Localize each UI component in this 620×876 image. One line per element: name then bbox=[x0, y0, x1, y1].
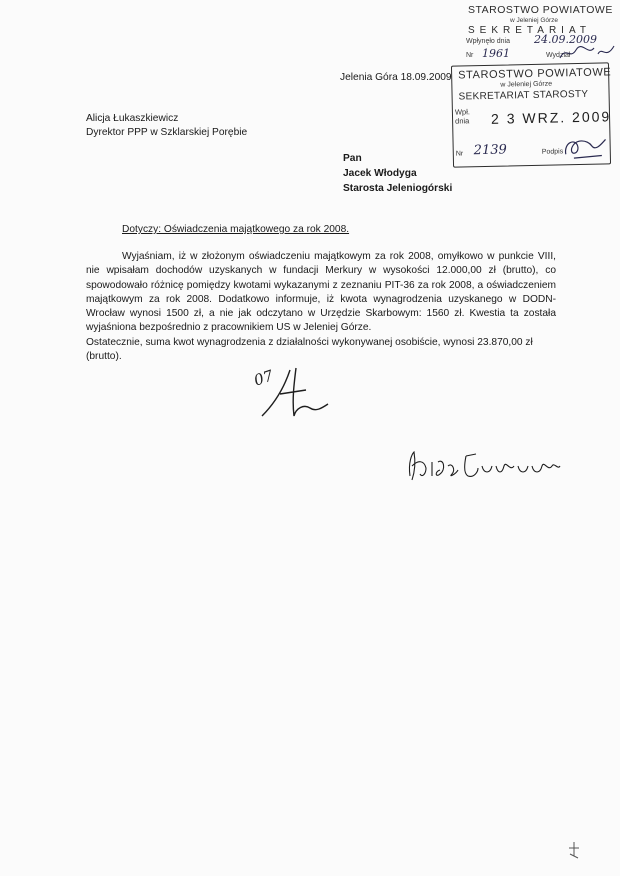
sender-name: Alicja Łukaszkiewicz bbox=[86, 113, 179, 124]
sender-title: Dyrektor PPP w Szklarskiej Porębie bbox=[86, 127, 248, 138]
body-paragraph-2: Ostatecznie, suma kwot wynagrodzenia z działalności wykonywanej osobiście, wynosi 23.870,00 zł (brutto). bbox=[86, 336, 533, 363]
stamp-box-line3: SEKRETARIAT STAROSTY bbox=[458, 88, 589, 103]
corner-mark bbox=[566, 840, 582, 860]
stamp-top-line3: SEKRETARIAT bbox=[468, 25, 591, 36]
recipient-title: Starosta Jeleniogórski bbox=[343, 183, 453, 194]
stamp-box-line1: STAROSTWO POWIATOWE bbox=[458, 66, 612, 82]
stamp-box-line2: w Jeleniej Górze bbox=[500, 80, 553, 89]
stamp-top-received-value: 24.09.2009 bbox=[534, 33, 597, 46]
body-paragraph-1: Wyjaśniam, iż w złożonym oświadczeniu majątkowym za rok 2008, omyłkowo w punkcie VIII, nie wpisałam dochodów uzyskanych w fundacji Merkury w wysokości 12.000,00 zł (brutto), co spowodowało różnicę pomiędzy kwotami wykazanymi z zeznaniu PIT-36 za rok 2008, a oświadczeniem majątkowym za rok 2008. Dodatkowo informuje, iż kwota wynagrodzenia uzyskanego w DODN-Wrocław wynosi 1500 zł, a nie jak odczytano w Urzędzie Skarbowym: 1560 zł. Kwestia ta została wyjaśniona bezpośrednio z pracownikiem US w Jeleniej Górze. bbox=[86, 251, 556, 334]
stamp-top-department-label: Wydział bbox=[546, 52, 571, 59]
registry-stamp-top bbox=[438, 0, 620, 66]
letter-body bbox=[86, 250, 556, 364]
stamp-top-number-value: 1961 bbox=[482, 47, 510, 60]
author-signature bbox=[404, 448, 562, 484]
stamp-box-received-label: Wpł. dnia bbox=[454, 107, 471, 126]
stamp-box-number-value: 2139 bbox=[473, 142, 507, 159]
stamp-top-initials bbox=[558, 40, 618, 64]
recipient-salutation: Pan bbox=[343, 153, 362, 164]
stamp-box-date: 2 3 WRZ. 2009 bbox=[490, 108, 612, 127]
stamp-top-line1: STAROSTWO POWIATOWE bbox=[468, 4, 613, 16]
handwritten-initials bbox=[250, 364, 334, 424]
stamp-top-received-label: Wpłynęło dnia bbox=[466, 38, 510, 45]
letter-subject: Dotyczy: Oświadczenia majątkowego za rok 2008. bbox=[122, 224, 350, 235]
handwritten-annotation: 07 bbox=[251, 366, 276, 390]
stamp-box-number-label: Nr bbox=[455, 150, 464, 158]
recipient-name: Jacek Włodyga bbox=[343, 168, 417, 179]
place-date: Jelenia Góra 18.09.2009 bbox=[340, 72, 452, 83]
registry-stamp-box bbox=[451, 62, 611, 167]
stamp-top-line2: w Jeleniej Górze bbox=[510, 17, 559, 24]
stamp-top-number-label: Nr bbox=[466, 52, 474, 59]
stamp-box-signature-label: Podpis bbox=[541, 148, 564, 156]
stamp-box-signature bbox=[561, 131, 608, 162]
